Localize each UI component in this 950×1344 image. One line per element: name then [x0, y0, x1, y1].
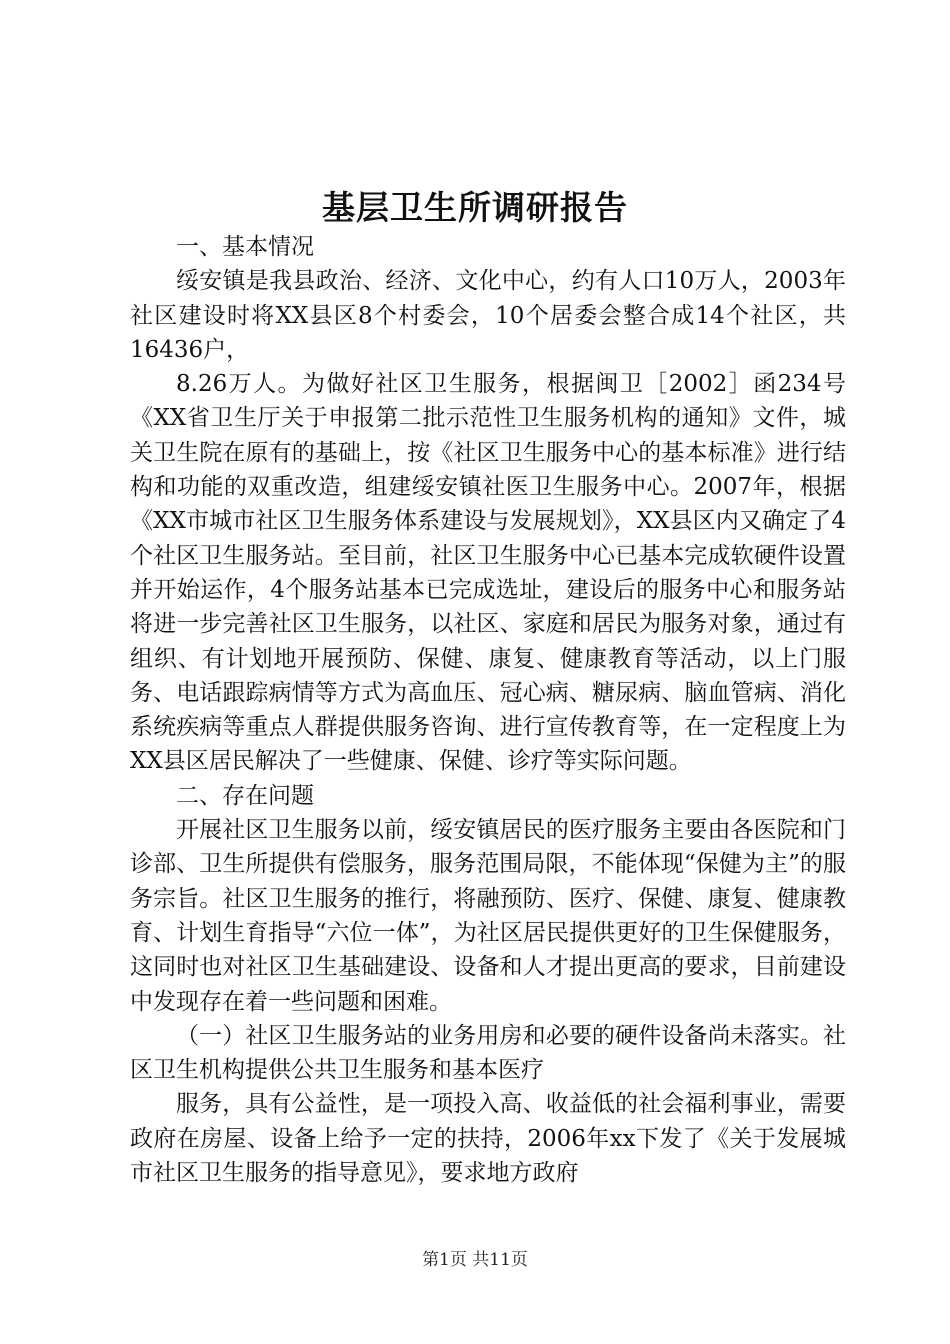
page-title: 基层卫生所调研报告	[322, 188, 628, 227]
paragraph: （一）社区卫生服务站的业务用房和必要的硬件设备尚未落实。社区卫生机构提供公共卫生服务和基本医疗	[130, 1022, 846, 1084]
section-heading-basic-situation: 一、基本情况	[176, 234, 314, 260]
paragraph: 服务，具有公益性，是一项投入高、收益低的社会福利事业，需要政府在房屋、设备上给予一定的扶持，2006年xx下发了《关于发展城市社区卫生服务的指导意见》，要求地方政府	[130, 1091, 846, 1187]
paragraph: 开展社区卫生服务以前，绥安镇居民的医疗服务主要由各医院和门诊部、卫生所提供有偿服务，服务范围局限，不能体现“保健为主”的服务宗旨。社区卫生服务的推行，将融预防、医疗、保健、康复、健康教育、计划生育指导“六位一体”，为社区居民提供更好的卫生保健服务，这同时也对社区卫生基础建设、设备和人才提出更高的要求，目前建设中发现存在着一些问题和困难。	[130, 817, 846, 1015]
paragraph: 绥安镇是我县政治、经济、文化中心，约有人口10万人，2003年社区建设时将XX县区8个村委会，10个居委会整合成14个社区，共16436户，	[130, 268, 846, 363]
document-body	[130, 230, 846, 1190]
paragraph: 8.26万人。为做好社区卫生服务，根据闽卫［2002］函234号《XX省卫生厅关于申报第二批示范性卫生服务机构的通知》文件，城关卫生院在原有的基础上，按《社区卫生服务中心的基本标准》进行结构和功能的双重改造，组建绥安镇社医卫生服务中心。2007年，根据《XX市城市社区卫生服务体系建设与发展规划》，XX县区内又确定了4个社区卫生服务站。至目前，社区卫生服务中心已基本完成软硬件设置并开始运作，4个服务站基本已完成选址，建设后的服务中心和服务站将进一步完善社区卫生服务，以社区、家庭和居民为服务对象，通过有组织、有计划地开展预防、保健、康复、健康教育等活动，以上门服务、电话跟踪病情等方式为高血压、冠心病、糖尿病、脑血管病、消化系统疾病等重点人群提供服务咨询、进行宣传教育等，在一定程度上为XX县区居民解决了一些健康、保健、诊疗等实际问题。	[130, 371, 846, 775]
section-heading-problems: 二、存在问题	[176, 782, 314, 809]
page-number-footer: 第1页 共11页	[422, 1250, 528, 1270]
